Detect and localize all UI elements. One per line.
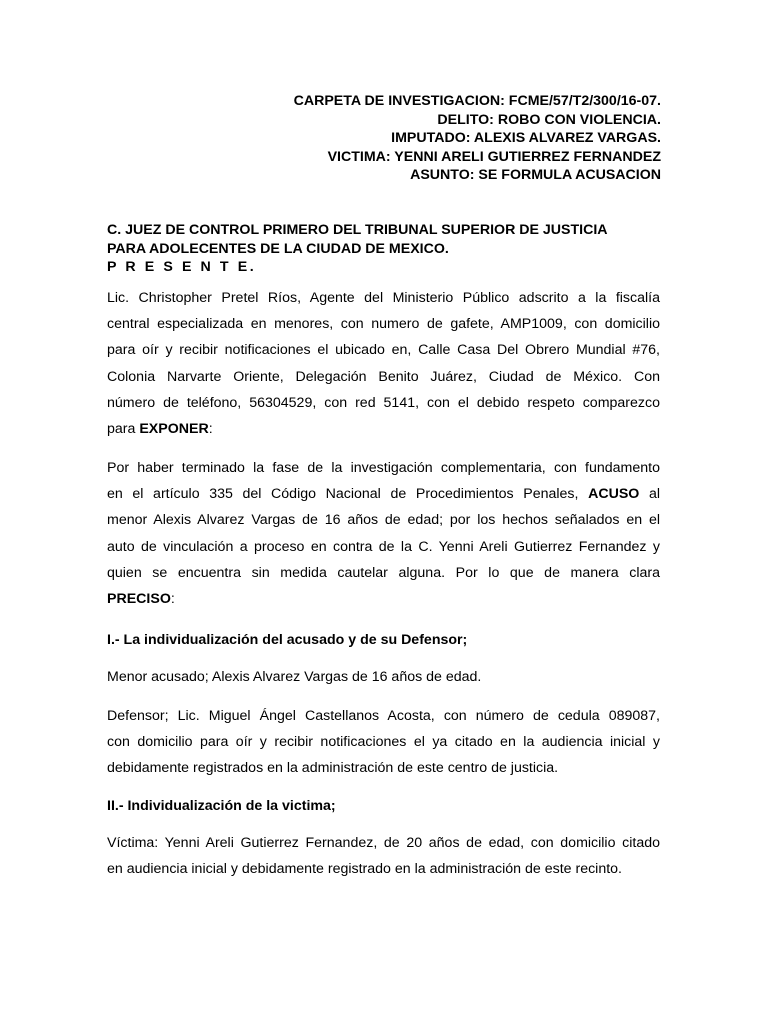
accused-line: IMPUTADO: ALEXIS ALVAREZ VARGAS.	[391, 130, 661, 147]
case-header	[200, 92, 661, 185]
bold-acuso: ACUSO	[588, 486, 640, 503]
paragraph-line: Defensor; Lic. Miguel Ángel Castellanos Acosta, con número de cedula 089087,	[107, 708, 660, 724]
crime-line: DELITO: ROBO CON VIOLENCIA.	[437, 111, 661, 128]
victim-line: VICTIMA: YENNI ARELI GUTIERREZ FERNANDEZ	[327, 148, 661, 165]
paragraph-line: con domicilio para oír y recibir notificaciones el ya citado en la audiencia inicial y	[107, 734, 660, 751]
case-folder-line: CARPETA DE INVESTIGACION: FCME/57/T2/300/16-07.	[293, 93, 661, 109]
paragraph-line: Menor acusado; Alexis Alvarez Vargas de 16 años de edad.	[107, 669, 482, 685]
paragraph-line: debidamente registrados en la administración de este centro de justicia.	[107, 760, 559, 777]
paragraph-defender	[107, 703, 660, 782]
bold-preciso: PRECISO	[107, 590, 171, 607]
paragraph-line: central especializada en menores, con numero de gafete, AMP1009, con domicilio	[107, 316, 660, 333]
paragraph-line: Colonia Narvarte Oriente, Delegación Benito Juárez, Ciudad de México. Con	[107, 368, 660, 385]
addressee-block	[107, 221, 667, 277]
subject-line: ASUNTO: SE FORMULA ACUSACION	[410, 167, 661, 184]
paragraph-line: en audiencia inicial y debidamente registrado en la administración de este recinto.	[107, 861, 622, 878]
text-run: para	[107, 420, 140, 437]
paragraph-victim	[107, 830, 660, 882]
paragraph-accusation	[107, 455, 660, 612]
paragraph-line: auto de vinculación a proceso en contra de la C. Yenni Areli Gutierrez Fernandez y	[107, 538, 660, 555]
paragraph-line: Lic. Christopher Pretel Ríos, Agente del Ministerio Público adscrito a la fiscalía	[107, 290, 660, 306]
text-run: :	[170, 590, 175, 607]
paragraph-minor-accused	[107, 664, 660, 690]
addressee-line-2: PARA ADOLECENTES DE LA CIUDAD DE MEXICO.	[107, 240, 449, 257]
paragraph-line: quien se encuentra sin medida cautelar alguna. Por lo que de manera clara	[107, 564, 660, 581]
paragraph-line	[107, 586, 660, 612]
presente-line: P R E S E N T E.	[107, 259, 257, 276]
text-run: en el artículo 335 del Código Nacional de Procedimientos Penales,	[107, 486, 589, 503]
paragraph-introduction	[107, 285, 660, 442]
text-run: al	[639, 486, 661, 503]
paragraph-line: Víctima: Yenni Areli Gutierrez Fernandez, de 20 años de edad, con domicilio citado	[107, 835, 660, 851]
paragraph-line: menor Alexis Alvarez Vargas de 16 años de edad; por los hechos señalados en el	[107, 512, 660, 529]
paragraph-line	[107, 416, 660, 442]
bold-exponer: EXPONER	[139, 420, 209, 437]
text-run: :	[208, 420, 213, 437]
addressee-line-1: C. JUEZ DE CONTROL PRIMERO DEL TRIBUNAL SUPERIOR DE JUSTICIA	[107, 222, 608, 238]
paragraph-line: número de teléfono, 56304529, con red 5141, con el debido respeto comparezco	[107, 394, 660, 411]
paragraph-line: para oír y recibir notificaciones el ubicado en, Calle Casa Del Obrero Mundial #76,	[107, 342, 660, 359]
paragraph-line: Por haber terminado la fase de la investigación complementaria, con fundamento	[107, 460, 660, 476]
section-heading-accused: I.- La individualización del acusado y de su Defensor;	[107, 632, 468, 648]
section-heading-victim: II.- Individualización de la victima;	[107, 798, 336, 814]
paragraph-line	[107, 481, 660, 507]
